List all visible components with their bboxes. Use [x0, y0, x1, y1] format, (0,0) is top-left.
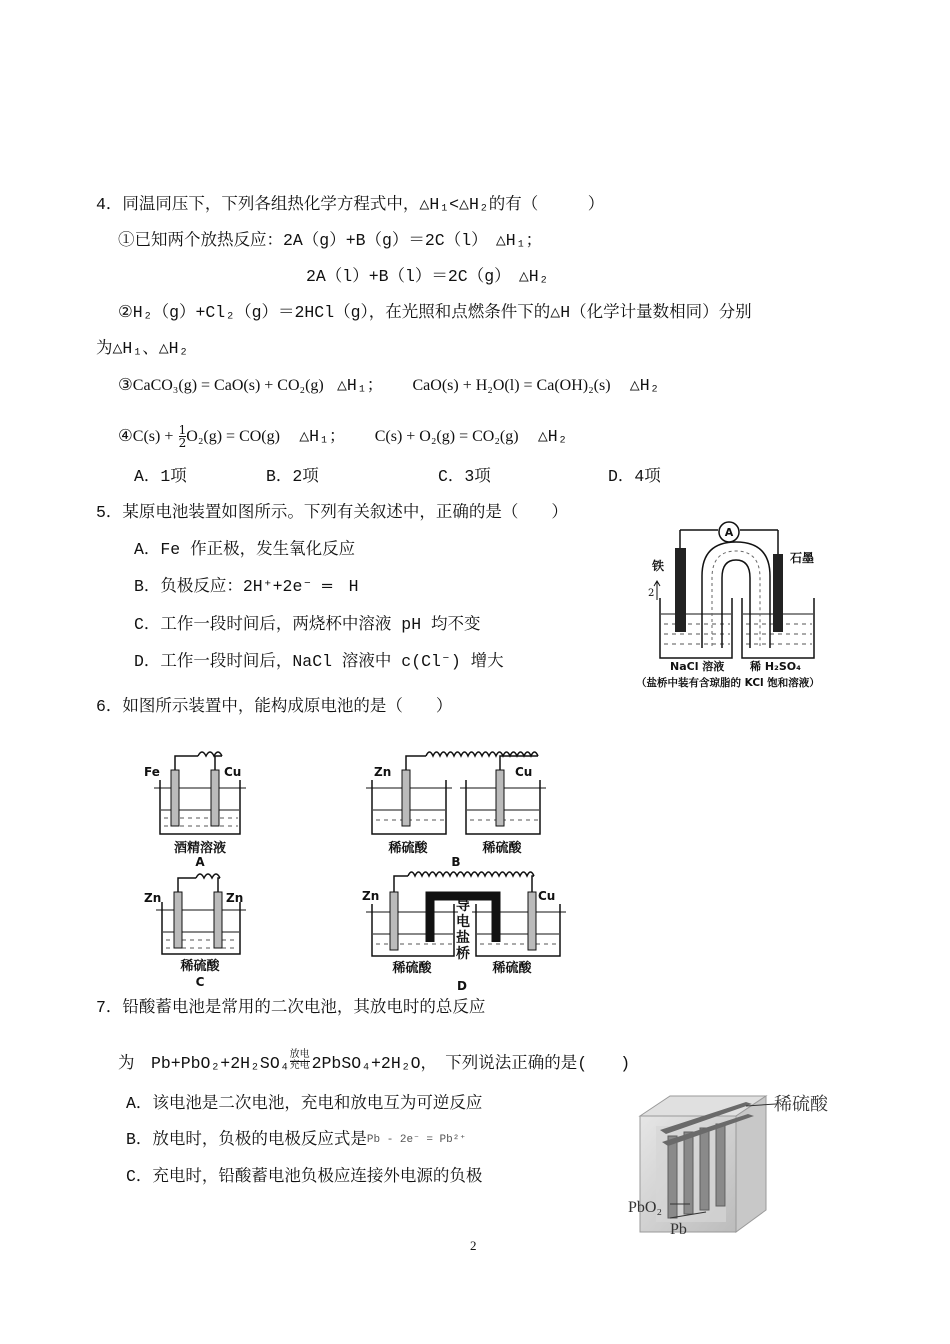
- q4-item3-eq1: CaCO₃(g) = CaO(s) + CO₂(g): [132, 377, 324, 394]
- q4-item3-mark: ③: [118, 376, 133, 395]
- graphite-electrode: [773, 554, 783, 632]
- q7-option-a: A．该电池是二次电池，充电和放电互为可逆反应: [126, 1094, 483, 1113]
- fraction-denominator: 2: [178, 436, 187, 450]
- q5-stem: 5．某原电池装置如图所示。下列有关叙述中，正确的是（ ）: [96, 503, 568, 522]
- cell-c-solution: 稀硫酸: [180, 959, 220, 974]
- acid-label: 稀硫酸: [774, 1094, 828, 1115]
- q4-option-a: A．1项: [134, 467, 187, 486]
- arrow-charge-label: 充电: [289, 1061, 310, 1073]
- q7-equation-products: 2PbSO₄+2H₂O， 下列说法正确的是( ): [311, 1054, 631, 1073]
- q4-item2-line2: 为△H₁、△H₂: [96, 339, 189, 358]
- bridge-char-4: 桥: [456, 946, 470, 962]
- h2so4-solution-label: 稀 H₂SO₄: [750, 660, 801, 673]
- q6-cells-figure: [140, 744, 585, 994]
- cell-d-right-electrode: Cu: [538, 889, 556, 903]
- q6-cell-d: [362, 872, 566, 993]
- q7-option-b-equation: Pb - 2e⁻ = Pb²⁺: [366, 1134, 466, 1146]
- cell-d-tag: D: [457, 979, 467, 993]
- bridge-char-3: 盐: [456, 930, 470, 946]
- q6-cell-a: [144, 752, 246, 869]
- cell-c-left-electrode: Zn: [144, 891, 162, 905]
- cell-b-left-electrode: Zn: [374, 765, 392, 779]
- q5-option-d: D．工作一段时间后，NaCl 溶液中 c(Cl⁻) 增大: [134, 652, 504, 671]
- q4-stem: 4．同温同压下，下列各组热化学方程式中，△H₁<△H₂的有（ ）: [96, 195, 605, 214]
- q4-item2-line1: ②H₂（g）+Cl₂（g）＝2HCl（g），在光照和点燃条件下的△H（化学计量数相同）分别: [118, 303, 752, 322]
- q4-item4-dh1: △H₁；: [299, 427, 346, 446]
- cell-b-tag: B: [451, 855, 461, 869]
- cell-c-tag: C: [195, 975, 205, 989]
- q5-option-a: A．Fe 作正极，发生氧化反应: [134, 540, 356, 559]
- cell-b-right-solution: 稀硫酸: [482, 841, 522, 856]
- q4-item3-dh2: △H₂: [629, 376, 660, 395]
- salt-bridge-caption: （盐桥中装有含琼脂的 KCl 饱和溶液）: [636, 677, 820, 689]
- q7-option-b-text: B．放电时，负极的电极反应式是: [126, 1130, 367, 1149]
- q4-item1-line1: ①已知两个放热反应：2A（g）+B（g）＝2C（l） △H₁；: [118, 231, 543, 250]
- cell-b-left-solution: 稀硫酸: [388, 841, 428, 856]
- cell-d-left-solution: 稀硫酸: [392, 961, 432, 976]
- q7-equation-arrow: [290, 1051, 310, 1072]
- pb-label: Pb: [670, 1221, 687, 1238]
- q4-item4-eq1-post: O₂(g) = CO(g): [186, 428, 280, 445]
- cell-d-left-electrode: Zn: [362, 889, 380, 903]
- arrow-discharge-label: 放电: [289, 1050, 310, 1062]
- q4-item4-mark: ④: [118, 427, 133, 446]
- graphite-electrode-label: 石墨: [790, 551, 815, 565]
- q6-cell-b: [366, 752, 546, 869]
- iron-electrode-label: 铁: [652, 559, 665, 573]
- cell-a-solution: 酒精溶液: [173, 841, 227, 856]
- pbo2-label: PbO₂: [628, 1199, 663, 1216]
- fraction-numerator: 1: [178, 423, 187, 437]
- q5-option-c: C．工作一段时间后，两烧杯中溶液 pH 均不变: [134, 615, 481, 634]
- cell-a-left-electrode: Fe: [144, 765, 160, 779]
- bridge-char-2: 电: [456, 914, 470, 930]
- q7-equation: [118, 1050, 631, 1075]
- side-mark: 2: [648, 588, 655, 599]
- q6-cell-c: [144, 874, 246, 989]
- q4-item4-dh2: △H₂: [537, 427, 568, 446]
- cell-a-tag: A: [195, 855, 205, 869]
- iron-electrode: [675, 548, 686, 632]
- q7-option-c: C．充电时，铅酸蓄电池负极应连接外电源的负极: [126, 1167, 483, 1186]
- q7-option-b: [126, 1129, 466, 1151]
- q4-item4: [118, 424, 568, 449]
- q7-equation-reactants: 为 Pb+PbO₂+2H₂SO₄: [118, 1054, 290, 1073]
- q7-lead-acid-battery-figure: [626, 1086, 848, 1238]
- q4-item4-eq1-pre: C(s) +: [132, 428, 174, 445]
- q5-option-b: B．负极反应：2H⁺+2e⁻ ═ H: [134, 577, 359, 596]
- q4-option-c: C．3项: [438, 467, 491, 486]
- q4-item3-eq2: CaO(s) + H₂O(l) = Ca(OH)₂(s): [412, 377, 611, 394]
- ammeter-label: A: [724, 526, 734, 539]
- cell-d-right-solution: 稀硫酸: [492, 961, 532, 976]
- cell-b-right-electrode: Cu: [515, 765, 533, 779]
- q4-item3-dh1: △H₁；: [337, 376, 384, 395]
- q4-item4-eq2: C(s) + O₂(g) = CO₂(g): [374, 428, 519, 445]
- q4-option-b: B．2项: [266, 467, 319, 486]
- bridge-char-1: 导: [456, 898, 470, 914]
- nacl-solution-label: NaCl 溶液: [670, 660, 725, 673]
- cell-a-right-electrode: Cu: [224, 765, 242, 779]
- q4-option-d: D．4项: [608, 467, 661, 486]
- q4-item1-line2: 2A（l）+B（l）＝2C（g） △H₂: [306, 267, 549, 286]
- q7-stem: 7．铅酸蓄电池是常用的二次电池，其放电时的总反应: [96, 998, 486, 1017]
- q5-salt-bridge-cell-figure: [630, 518, 860, 690]
- q6-stem: 6．如图所示装置中，能构成原电池的是（ ）: [96, 697, 453, 716]
- page-number: 2: [470, 1238, 477, 1253]
- cell-c-right-electrode: Zn: [226, 891, 244, 905]
- q4-item3: [118, 374, 660, 397]
